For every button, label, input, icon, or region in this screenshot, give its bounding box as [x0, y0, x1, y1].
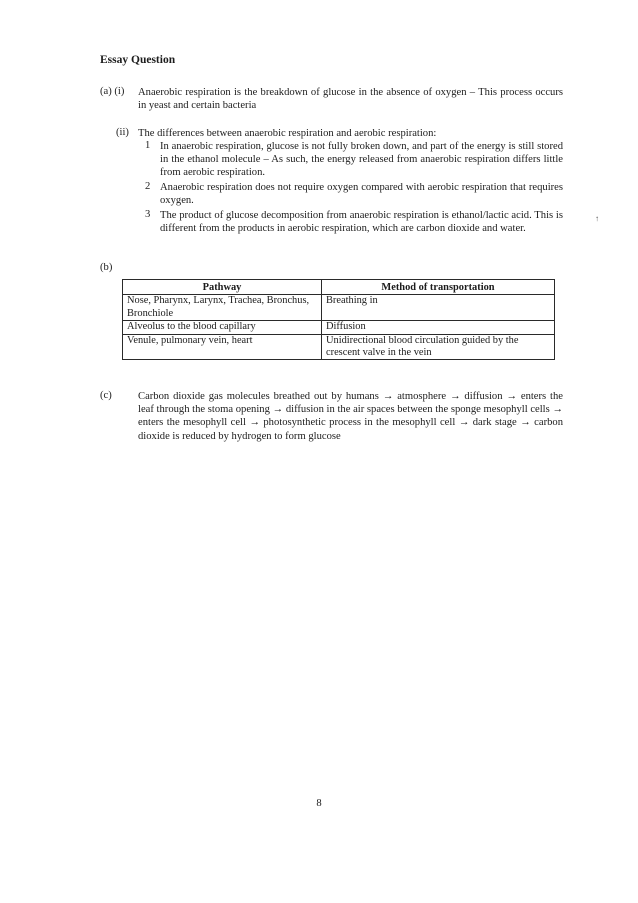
- part-c-marker: (c): [100, 390, 112, 401]
- part-a-ii-marker: (ii): [116, 127, 129, 138]
- table-cell-method: Diffusion: [322, 321, 555, 334]
- column-header-method: Method of transportation: [322, 280, 555, 295]
- table-row: [123, 334, 555, 360]
- table-cell-method: Breathing in: [322, 295, 555, 321]
- list-item-text: Anaerobic respiration does not require oxygen compared with aerobic respiration that requires oxygen.: [160, 182, 563, 207]
- list-item-number: 1: [145, 140, 151, 151]
- table-header-row: [123, 280, 555, 295]
- page-number: 8: [316, 798, 322, 809]
- list-item-text: In anaerobic respiration, glucose is not fully broken down, and part of the energy is still stored in the ethanol molecule – As such, the energy released from anaerobic respiration differs little from aerobic respiration.: [160, 141, 563, 179]
- section-title: Essay Question: [100, 54, 176, 66]
- table-cell-pathway: Venule, pulmonary vein, heart: [123, 334, 322, 360]
- table-row: [123, 295, 555, 321]
- list-item-number: 2: [145, 181, 151, 192]
- table-row: [123, 321, 555, 334]
- column-header-pathway: Pathway: [123, 280, 322, 295]
- table-cell-pathway: Alveolus to the blood capillary: [123, 321, 322, 334]
- table-cell-method: Unidirectional blood circulation guided by the crescent valve in the vein: [322, 334, 555, 360]
- list-item-text: The product of glucose decomposition from anaerobic respiration is ethanol/lactic acid. This is different from the products in aerobic respiration, which are carbon dioxide and water.: [160, 210, 563, 235]
- part-a-ii-intro: The differences between anaerobic respiration and aerobic respiration:: [138, 128, 437, 139]
- list-item-number: 3: [145, 209, 151, 220]
- table-cell-pathway: Nose, Pharynx, Larynx, Trachea, Bronchus, Bronchiole: [123, 295, 322, 321]
- stray-mark: ↑: [595, 214, 599, 223]
- part-a-i-text: Anaerobic respiration is the breakdown of glucose in the absence of oxygen – This process occurs in yeast and certain bacteria: [138, 87, 563, 112]
- part-a-i-marker: (a) (i): [100, 86, 125, 97]
- part-c-text: Carbon dioxide gas molecules breathed out by humans → atmosphere → diffusion → enters the leaf through the stoma opening → diffusion in the air spaces between the sponge mesophyll cells → enters the mesophyll cell → photosynthetic process in the mesophyll cell → dark stage → carbon dioxide is reduced by hydrogen to form glucose: [138, 391, 563, 442]
- part-b-marker: (b): [100, 262, 113, 273]
- transport-table: [122, 279, 555, 360]
